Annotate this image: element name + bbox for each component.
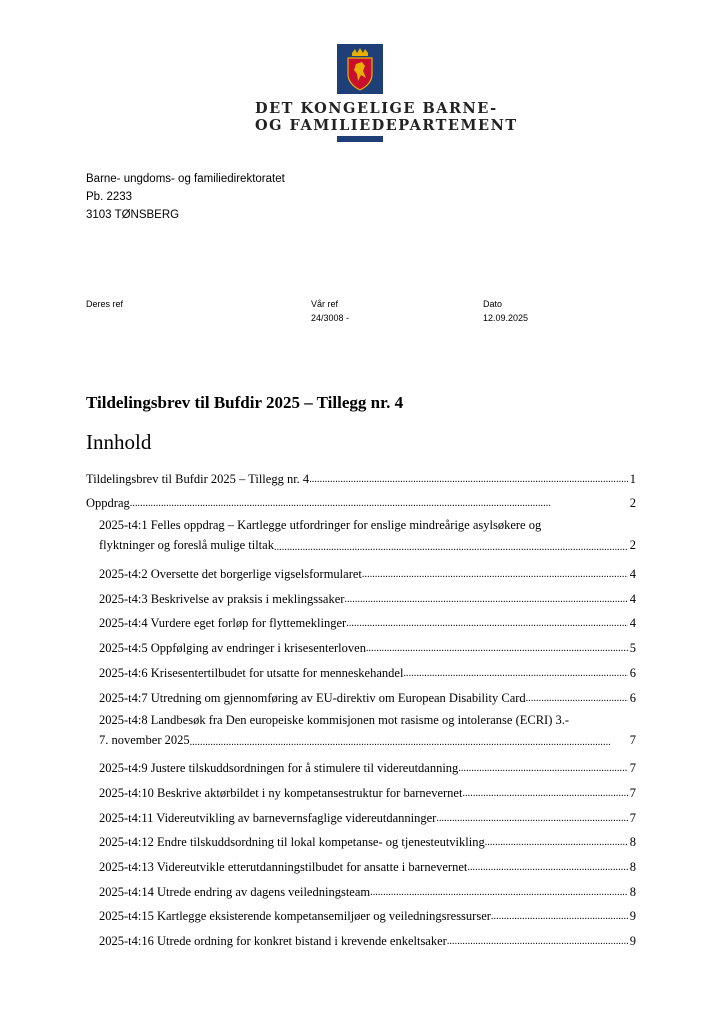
toc-entry-text: Oppdrag: [86, 496, 130, 511]
toc-entry[interactable]: [86, 850, 636, 875]
toc-leader: [362, 567, 628, 582]
ministry-name-line2: OG FAMILIEDEPARTEMENT: [255, 116, 518, 134]
toc-leader: [462, 786, 627, 801]
toc-entry-text: 2025-t4:12 Endre tilskuddsordning til lokal kompetanse- og tjenesteutvikling: [99, 835, 485, 850]
toc-entry-page: 7: [629, 732, 636, 747]
toc-entry-page: 4: [629, 591, 636, 606]
address-line: Pb. 2233: [86, 191, 133, 203]
toc-entry-page: 5: [629, 641, 636, 656]
toc-leader: [485, 835, 628, 850]
toc-entry-text: 2025-t4:9 Justere tilskuddsordningen for å stimulere til videreutdanning: [99, 761, 459, 776]
toc-leader: [130, 496, 628, 511]
toc-entry-page: 4: [629, 616, 636, 631]
toc-entry[interactable]: [86, 924, 636, 949]
toc-entry[interactable]: [86, 607, 636, 632]
toc-entry-page: 2: [629, 538, 636, 553]
toc-entry[interactable]: [86, 752, 636, 777]
recipient-address: [86, 170, 285, 224]
toc-entry-text: 2025-t4:7 Utredning om gjennomføring av EU-direktiv om European Disability Card: [99, 690, 526, 705]
toc-entry-text: 2025-t4:13 Videreutvikle etterutdanningstilbudet for ansatte i barnevernet: [99, 859, 468, 874]
dato-value: 12.09.2025: [483, 312, 529, 323]
toc-leader: [458, 761, 627, 776]
toc-entry[interactable]: [86, 631, 636, 656]
toc-entry-page: 9: [629, 909, 636, 924]
toc-entry-text: 2025-t4:16 Utrede ordning for konkret bistand i krevende enkeltsaker: [99, 934, 447, 948]
toc-entry-page: 7: [629, 761, 636, 776]
toc-entry[interactable]: [86, 462, 636, 487]
toc-entry-page: 9: [629, 934, 636, 948]
deres-ref: [86, 298, 123, 312]
toc-entry-page: 8: [629, 859, 636, 874]
toc-entry[interactable]: [86, 826, 636, 851]
toc-entry-text: 2025-t4:5 Oppfølging av endringer i krisesenterloven: [99, 641, 366, 656]
ministry-name-line1: DET KONGELIGE BARNE-: [255, 100, 498, 117]
toc-entry[interactable]: [86, 582, 636, 607]
toc-heading: Innhold: [86, 430, 152, 454]
var-ref-value: 24/3008 -: [311, 312, 350, 323]
toc-entry-text: 2025-t4:3 Beskrivelse av praksis i meklingssaker: [99, 591, 345, 606]
toc-entry[interactable]: [86, 656, 636, 681]
deres-ref-label: Deres ref: [86, 299, 124, 309]
var-ref: [311, 298, 349, 325]
toc-entry-page: 4: [629, 567, 636, 582]
toc-entry[interactable]: [86, 511, 636, 557]
toc-entry-text: 2025-t4:4 Vurdere eget forløp for flyttemeklinger: [99, 616, 347, 631]
toc-entry[interactable]: [86, 706, 636, 752]
address-line: 3103 TØNSBERG: [86, 209, 180, 221]
address-line: Barne- ungdoms- og familiedirektoratet: [86, 173, 285, 185]
table-of-contents: [86, 462, 636, 949]
toc-entry[interactable]: [86, 776, 636, 801]
toc-entry-text: 2025-t4:2 Oversette det borgerlige vigselsformularet: [99, 567, 362, 582]
logo-bar: [337, 136, 383, 142]
toc-leader: [447, 934, 628, 949]
toc-leader: [436, 811, 627, 826]
toc-leader: [346, 616, 628, 631]
toc-leader: [467, 860, 627, 875]
var-ref-label: Vår ref: [311, 299, 339, 309]
toc-entry[interactable]: [86, 487, 636, 512]
toc-entry[interactable]: [86, 801, 636, 826]
toc-entry-text: Tildelingsbrev til Bufdir 2025 – Tillegg nr. 4: [86, 471, 310, 486]
toc-leader: [526, 691, 628, 706]
toc-entry[interactable]: [86, 900, 636, 925]
ministry-logo: [255, 44, 518, 142]
dato: [483, 298, 528, 325]
toc-leader: [491, 909, 628, 924]
toc-entry-text: 2025-t4:1 Felles oppdrag – Kartlegge utfordringer for enslige mindreårige asylsøkere og: [99, 518, 542, 533]
dato-label: Dato: [483, 299, 503, 309]
toc-entry-text: 2025-t4:6 Krisesentertilbudet for utsatte for menneskehandel: [99, 665, 404, 680]
toc-leader: [403, 666, 627, 681]
toc-entry-text: 2025-t4:11 Videreutvikling av barnevernsfaglige videreutdanninger: [99, 810, 437, 825]
toc-leader: [274, 540, 628, 555]
toc-entry-page: 6: [629, 690, 636, 705]
toc-entry-text: 2025-t4:15 Kartlegge eksisterende kompetansemiljøer og veiledningsressurser: [99, 909, 491, 924]
toc-entry-page: 2: [629, 496, 636, 511]
toc-entry-page: 7: [629, 810, 636, 825]
toc-entry[interactable]: [86, 875, 636, 900]
toc-entry-page: 8: [629, 884, 636, 899]
toc-leader: [366, 641, 628, 656]
toc-entry-text: 2025-t4:10 Beskrive aktørbildet i ny kompetansestruktur for barnevernet: [99, 785, 463, 800]
toc-entry-text-cont: flyktninger og foreslå mulige tiltak: [99, 538, 274, 553]
toc-entry[interactable]: [86, 681, 636, 706]
document-title: Tildelingsbrev til Bufdir 2025 – Tillegg nr. 4: [86, 393, 404, 412]
toc-entry-text-cont: 7. november 2025: [99, 732, 190, 747]
coat-of-arms-icon: [337, 44, 383, 94]
toc-leader: [309, 472, 628, 487]
toc-entry[interactable]: [86, 557, 636, 582]
toc-entry-page: 8: [629, 835, 636, 850]
toc-entry-text: 2025-t4:8 Landbesøk fra Den europeiske kommisjonen mot rasisme og intoleranse (ECRI) 3.-: [99, 712, 570, 727]
toc-entry-page: 7: [629, 785, 636, 800]
toc-leader: [370, 885, 628, 900]
toc-entry-page: 6: [629, 665, 636, 680]
toc-entry-text: 2025-t4:14 Utrede endring av dagens veiledningsteam: [99, 884, 371, 899]
toc-leader: [344, 592, 627, 607]
toc-leader: [190, 735, 628, 750]
toc-entry-page: 1: [629, 471, 636, 486]
ministry-name: [255, 100, 518, 134]
